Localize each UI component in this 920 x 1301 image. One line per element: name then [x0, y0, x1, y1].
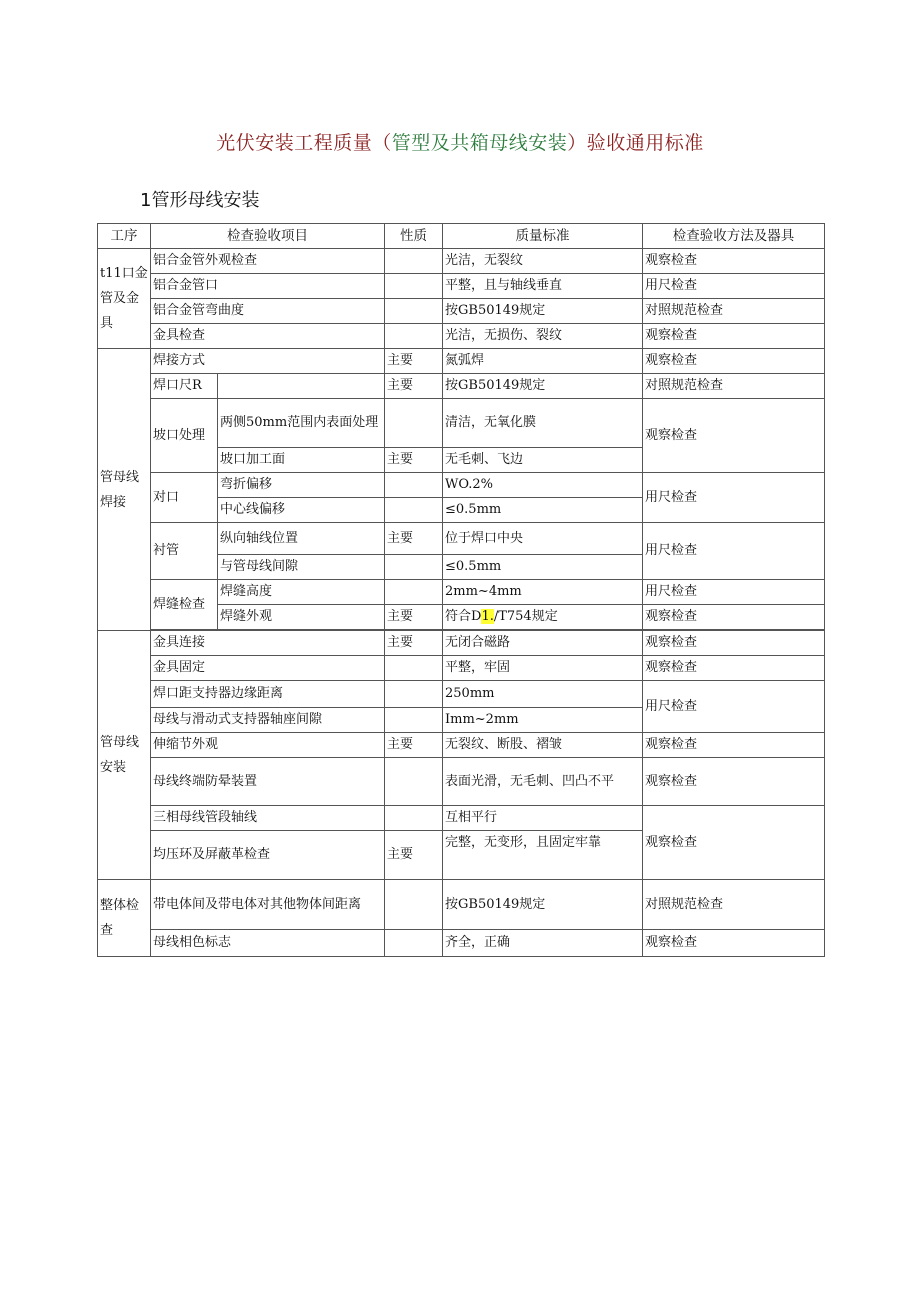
- title-part-3: ）验收通用标准: [567, 132, 704, 154]
- method-cell: 观察检查: [643, 249, 825, 274]
- table-row: [98, 681, 825, 708]
- standard-cell: 按GB50149规定: [443, 880, 643, 930]
- item-cell: 焊口距支持器边缘距离: [151, 681, 385, 708]
- table-row: [98, 374, 825, 399]
- table-row: [98, 349, 825, 374]
- item-cell: 焊口尺R: [151, 374, 218, 399]
- item-cell: 三相母线管段轴线: [151, 806, 385, 831]
- table-row: [98, 274, 825, 299]
- nature-cell: 主要: [385, 733, 443, 758]
- sub-item-cell: 坡口加工面: [218, 448, 385, 473]
- standard-text-pre: 符合D: [445, 609, 482, 624]
- nature-cell: 主要: [385, 374, 443, 399]
- nature-cell: [385, 498, 443, 523]
- standard-cell: 完整，无变形，且固定牢靠: [443, 831, 643, 880]
- standard-cell: 平整，牢固: [443, 656, 643, 681]
- method-cell: 观察检查: [643, 758, 825, 806]
- standard-cell: [443, 605, 643, 630]
- item-cell: 坡口处理: [151, 399, 218, 473]
- item-cell: 焊缝检查: [151, 580, 218, 630]
- standard-cell: 按GB50149规定: [443, 374, 643, 399]
- header-nature: 性质: [385, 224, 443, 249]
- nature-cell: 主要: [385, 448, 443, 473]
- method-cell: 用尺检查: [643, 274, 825, 299]
- standard-cell: 250mm: [443, 681, 643, 708]
- document-title: [0, 128, 920, 155]
- nature-cell: [385, 806, 443, 831]
- standard-cell: 表面光滑，无毛刺、凹凸不平: [443, 758, 643, 806]
- item-cell: 铝合金管口: [151, 274, 385, 299]
- standard-cell: 光洁，无损伤、裂纹: [443, 324, 643, 349]
- nature-cell: [385, 299, 443, 324]
- standard-cell: 无裂纹、断股、褶皱: [443, 733, 643, 758]
- method-cell: 观察检查: [643, 399, 825, 473]
- nature-cell: [385, 473, 443, 498]
- sub-item-cell: [218, 374, 385, 399]
- table-row: [98, 399, 825, 448]
- sub-item-cell: 焊缝外观: [218, 605, 385, 630]
- method-cell: 观察检查: [643, 656, 825, 681]
- header-standard: 质量标准: [443, 224, 643, 249]
- method-cell: 观察检查: [643, 733, 825, 758]
- method-cell: 观察检查: [643, 631, 825, 656]
- nature-cell: 主要: [385, 605, 443, 630]
- standard-cell: WO.2%: [443, 473, 643, 498]
- nature-cell: [385, 758, 443, 806]
- nature-cell: 主要: [385, 631, 443, 656]
- table-row: [98, 523, 825, 555]
- standard-cell: 2mm~4mm: [443, 580, 643, 605]
- header-process: 工序: [98, 224, 151, 249]
- nature-cell: [385, 555, 443, 580]
- item-cell: 带电体间及带电体对其他物体间距离: [151, 880, 385, 930]
- table-row: [98, 580, 825, 605]
- nature-cell: 主要: [385, 523, 443, 555]
- section-heading: 1管形母线安装: [140, 190, 260, 211]
- item-cell: 焊接方式: [151, 349, 385, 374]
- standard-cell: ≤0.5mm: [443, 498, 643, 523]
- nature-cell: [385, 324, 443, 349]
- table-row: [98, 249, 825, 274]
- nature-cell: [385, 656, 443, 681]
- header-item: 检查验收项目: [151, 224, 385, 249]
- item-cell: 铝合金管弯曲度: [151, 299, 385, 324]
- group-label: 管母线安装: [98, 631, 151, 880]
- item-cell: 均压环及屏蔽革检查: [151, 831, 385, 880]
- title-part-1: 光伏安装工程质量（: [216, 132, 392, 154]
- standard-cell: 互相平行: [443, 806, 643, 831]
- highlighted-text: 1.: [481, 609, 494, 624]
- standard-cell: 平整，且与轴线垂直: [443, 274, 643, 299]
- header-method: 检查验收方法及器具: [643, 224, 825, 249]
- method-cell: 对照规范检查: [643, 374, 825, 399]
- method-cell: 对照规范检查: [643, 880, 825, 930]
- method-cell: 对照规范检查: [643, 299, 825, 324]
- item-cell: 金具固定: [151, 656, 385, 681]
- sub-item-cell: 纵向轴线位置: [218, 523, 385, 555]
- item-cell: 铝合金管外观检查: [151, 249, 385, 274]
- sub-item-cell: 焊缝高度: [218, 580, 385, 605]
- table-header-row: [98, 224, 825, 249]
- standard-cell: ≤0.5mm: [443, 555, 643, 580]
- nature-cell: 主要: [385, 349, 443, 374]
- table-row: [98, 733, 825, 758]
- table-row: [98, 758, 825, 806]
- nature-cell: [385, 399, 443, 448]
- item-cell: 母线相色标志: [151, 930, 385, 957]
- nature-cell: [385, 708, 443, 733]
- standard-cell: 光洁，无裂纹: [443, 249, 643, 274]
- item-cell: 母线终端防晕装置: [151, 758, 385, 806]
- standard-cell: 位于焊口中央: [443, 523, 643, 555]
- group-label: 整体检查: [98, 880, 151, 957]
- standard-cell: 清洁，无氧化膜: [443, 399, 643, 448]
- sub-item-cell: 与管母线间隙: [218, 555, 385, 580]
- nature-cell: [385, 580, 443, 605]
- method-cell: 用尺检查: [643, 473, 825, 523]
- standard-text-post: /T754规定: [493, 609, 558, 624]
- sub-item-cell: 两侧50mm范围内表面处理: [218, 399, 385, 448]
- nature-cell: [385, 681, 443, 708]
- table-row: [98, 299, 825, 324]
- table-row: [98, 656, 825, 681]
- item-cell: 母线与滑动式支持器轴座间隙: [151, 708, 385, 733]
- table-row: [98, 631, 825, 656]
- title-part-2: 管型及共箱母线安装: [391, 132, 568, 154]
- method-cell: 用尺检查: [643, 681, 825, 733]
- item-cell: 对口: [151, 473, 218, 523]
- standard-cell: 无闭合磁路: [443, 631, 643, 656]
- table-row: [98, 324, 825, 349]
- nature-cell: [385, 880, 443, 930]
- item-cell: 金具连接: [151, 631, 385, 656]
- item-cell: 衬管: [151, 523, 218, 580]
- table-row: [98, 473, 825, 498]
- method-cell: 观察检查: [643, 349, 825, 374]
- standard-cell: 齐全，正确: [443, 930, 643, 957]
- method-cell: 观察检查: [643, 806, 825, 880]
- table-row: [98, 806, 825, 831]
- group-label: t11口金管及金具: [98, 249, 151, 349]
- table-row: [98, 930, 825, 957]
- standard-cell: 无毛刺、飞边: [443, 448, 643, 473]
- standard-cell: 氮弧焊: [443, 349, 643, 374]
- standard-cell: Imm~2mm: [443, 708, 643, 733]
- nature-cell: 主要: [385, 831, 443, 880]
- nature-cell: [385, 249, 443, 274]
- nature-cell: [385, 274, 443, 299]
- method-cell: 观察检查: [643, 605, 825, 630]
- method-cell: 观察检查: [643, 324, 825, 349]
- sub-item-cell: 弯折偏移: [218, 473, 385, 498]
- sub-item-cell: 中心线偏移: [218, 498, 385, 523]
- method-cell: 用尺检查: [643, 580, 825, 605]
- table-row: [98, 880, 825, 930]
- standard-cell: 按GB50149规定: [443, 299, 643, 324]
- acceptance-table: [97, 223, 825, 957]
- group-label: 管母线焊接: [98, 349, 151, 631]
- method-cell: 用尺检查: [643, 523, 825, 580]
- method-cell: 观察检查: [643, 930, 825, 957]
- item-cell: 伸缩节外观: [151, 733, 385, 758]
- nature-cell: [385, 930, 443, 957]
- item-cell: 金具检查: [151, 324, 385, 349]
